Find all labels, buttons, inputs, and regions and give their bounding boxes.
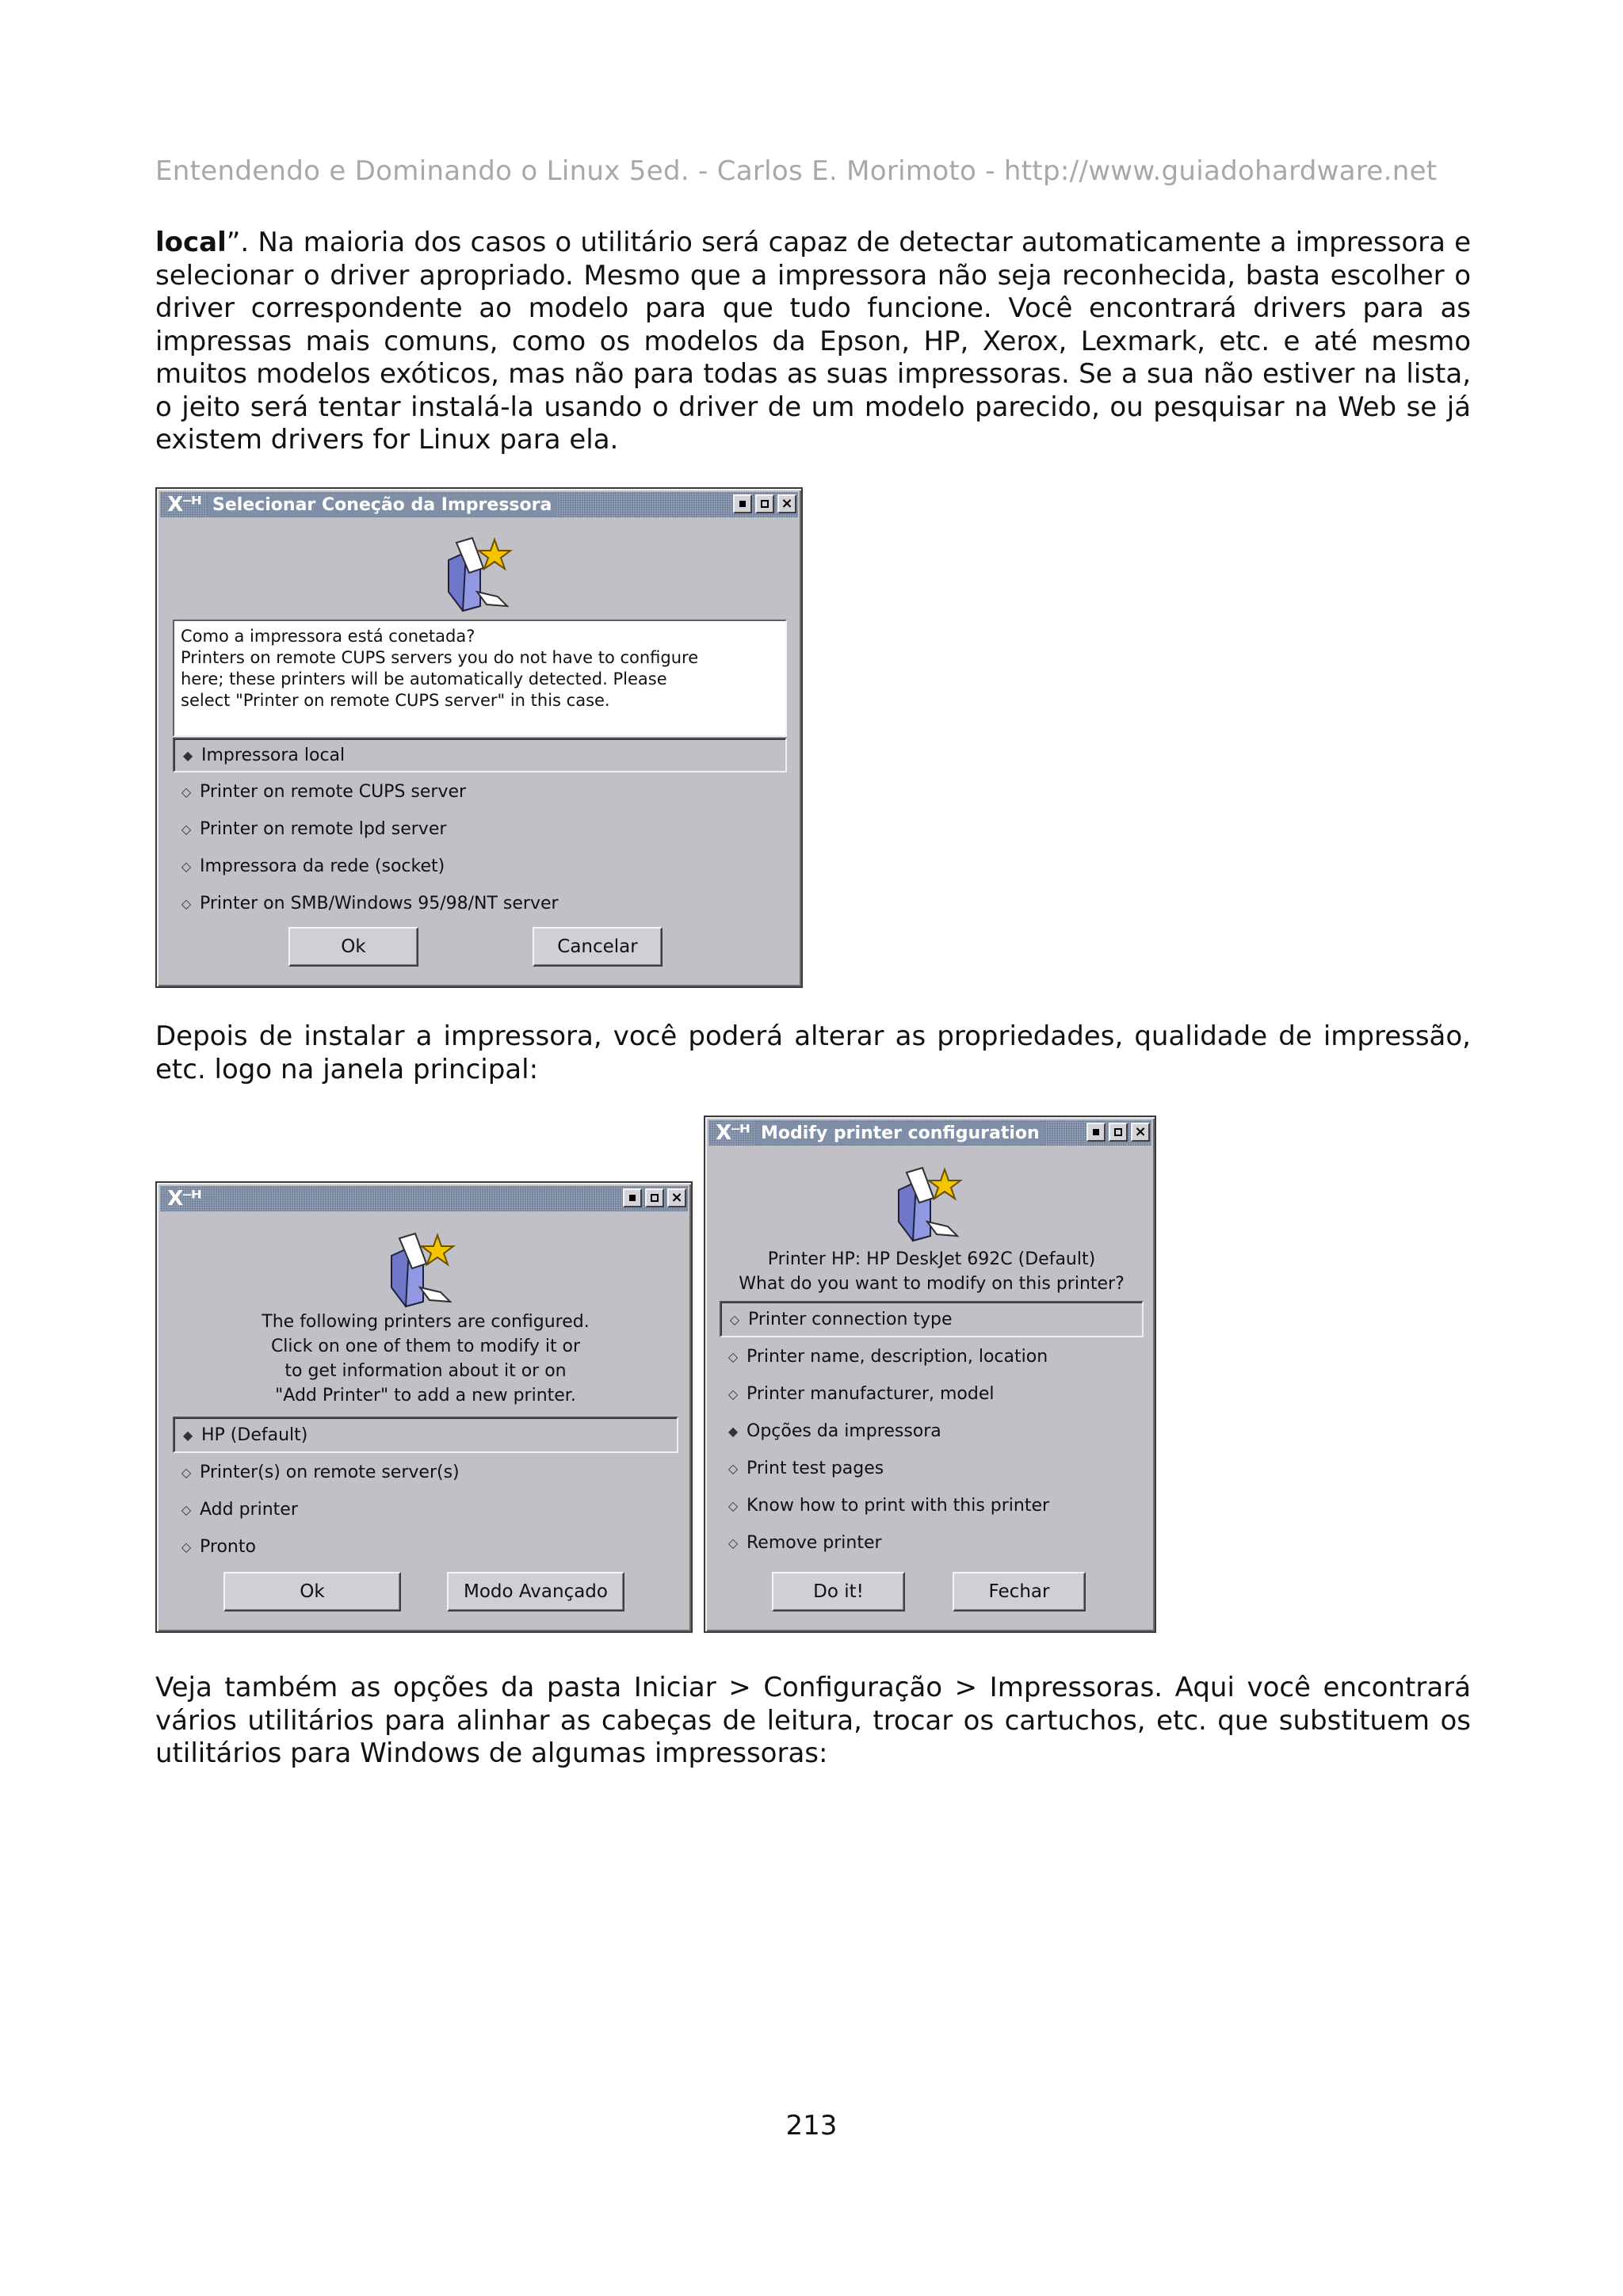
option-remote-lpd[interactable] — [173, 813, 787, 845]
option-label: Know how to print with this printer — [747, 1495, 1050, 1516]
title-bar — [160, 1186, 688, 1211]
window-title: Modify printer configuration — [756, 1122, 1044, 1145]
option-impressora-local[interactable] — [173, 738, 787, 772]
message-line: Como a impressora está conetada? — [181, 627, 475, 646]
radio-icon: ◇ — [181, 821, 192, 837]
radio-selected-icon: ◆ — [182, 1427, 193, 1443]
ok-button[interactable]: Ok — [223, 1572, 401, 1611]
do-it-button[interactable]: Do it! — [772, 1572, 905, 1611]
title-bar — [708, 1120, 1151, 1146]
dialog-select-printer-connection — [155, 487, 803, 988]
minimize-button[interactable] — [733, 494, 752, 513]
dialog-printer-list — [155, 1181, 693, 1633]
close-dialog-button[interactable]: Fechar — [953, 1572, 1086, 1611]
option-pronto[interactable] — [173, 1531, 678, 1562]
option-label: Printer on remote lpd server — [200, 818, 447, 839]
radio-icon: ◇ — [727, 1535, 739, 1550]
window-title — [208, 1197, 217, 1200]
title-bar — [160, 492, 798, 517]
radio-icon: ◇ — [727, 1386, 739, 1402]
radio-icon: ◇ — [727, 1497, 739, 1513]
radio-icon: ◇ — [181, 895, 192, 911]
option-connection-type[interactable] — [720, 1301, 1144, 1337]
radio-icon: ◇ — [181, 1464, 192, 1480]
message-line: to get information about it or on — [285, 1361, 567, 1381]
option-label: Add printer — [200, 1499, 298, 1520]
radio-icon: ◇ — [181, 1501, 192, 1517]
message-line: select "Printer on remote CUPS server" in this case. — [181, 691, 610, 710]
x-window-logo-icon[interactable]: X⁻ᴴ — [716, 1121, 749, 1145]
message-line: Printer HP: HP DeskJet 692C (Default) — [767, 1249, 1096, 1269]
option-label: Impressora da rede (socket) — [200, 856, 445, 876]
message-line: here; these printers will be automatically detected. Please — [181, 669, 667, 688]
option-label: Opções da impressora — [747, 1421, 941, 1441]
page-number: 213 — [785, 2110, 838, 2142]
option-hp-default[interactable] — [173, 1417, 678, 1453]
minimize-button[interactable] — [1086, 1123, 1106, 1142]
paragraph-2: Depois de instalar a impressora, você poderá alterar as propriedades, qualidade de impressão, etc. logo na janela principal: — [155, 1020, 1471, 1085]
radio-selected-icon: ◆ — [182, 747, 193, 763]
maximize-button[interactable] — [645, 1188, 664, 1207]
minimize-button[interactable] — [623, 1188, 642, 1207]
option-manufacturer-model[interactable] — [720, 1378, 1144, 1409]
option-label: Printer manufacturer, model — [747, 1383, 995, 1404]
connection-message — [173, 620, 787, 737]
option-printer-options[interactable] — [720, 1415, 1144, 1447]
advanced-mode-button[interactable]: Modo Avançado — [447, 1572, 624, 1611]
message-line: What do you want to modify on this printer? — [739, 1274, 1125, 1294]
option-label: Printer connection type — [748, 1309, 953, 1329]
radio-icon: ◇ — [727, 1460, 739, 1476]
printer-star-icon — [385, 1232, 456, 1311]
page-header: Entendendo e Dominando o Linux 5ed. - Carlos E. Morimoto - http://www.guiadohardware.net — [155, 155, 1438, 187]
close-button[interactable]: × — [667, 1188, 686, 1207]
option-label: Print test pages — [747, 1458, 884, 1478]
close-button[interactable]: × — [1131, 1123, 1150, 1142]
option-remote-cups[interactable] — [173, 776, 787, 807]
printers-message — [157, 1310, 694, 1408]
modify-message — [705, 1247, 1158, 1296]
radio-selected-icon: ◆ — [727, 1423, 739, 1439]
option-label: Printer name, description, location — [747, 1346, 1048, 1367]
paragraph-1-bold: local — [155, 227, 227, 258]
radio-icon: ◇ — [729, 1311, 740, 1327]
message-line: Click on one of them to modify it or — [270, 1337, 581, 1356]
maximize-button[interactable] — [755, 494, 774, 513]
radio-icon: ◇ — [181, 858, 192, 874]
paragraph-1 — [155, 227, 1471, 457]
option-label: Pronto — [200, 1536, 256, 1557]
option-smb-windows[interactable] — [173, 887, 787, 919]
option-print-test-pages[interactable] — [720, 1452, 1144, 1484]
cancel-button[interactable]: Cancelar — [533, 927, 663, 967]
paragraph-1-text: ”. Na maioria dos casos o utilitário será capaz de detectar automaticamente a impressora e selecionar o driver apropriado. Mesmo que a impressora não seja reconhecida, basta escolher o driver correspondente ao modelo para que tudo funcione. Você encontrará drivers para as impressas mais comuns, como os modelos da Epson, HP, Xerox, Lexmark, etc. e até mesmo muitos modelos exóticos, mas não para todas as suas impressoras. Se a sua não estiver na lista, o jeito será tentar instalá-la usando o driver de um modelo parecido, ou pesquisar na Web se já existem drivers for Linux para ela. — [155, 227, 1471, 456]
option-network-socket[interactable] — [173, 850, 787, 882]
message-line: The following printers are configured. — [262, 1312, 590, 1332]
option-label: Printer on remote CUPS server — [200, 781, 467, 802]
option-remove-printer[interactable] — [720, 1527, 1144, 1558]
close-button[interactable]: × — [777, 494, 796, 513]
x-window-logo-icon[interactable]: X⁻ᴴ — [167, 1187, 200, 1211]
ok-button[interactable]: Ok — [288, 927, 418, 967]
message-line: Printers on remote CUPS servers you do not have to configure — [181, 648, 699, 667]
printer-star-icon — [442, 536, 514, 616]
paragraph-3: Veja também as opções da pasta Iniciar > Configuração > Impressoras. Aqui você encontrará vários utilitários para alinhar as cabeças de leitura, trocar os cartuchos, etc. que substituem os utilitários para Windows de algumas impressoras: — [155, 1672, 1471, 1769]
option-know-how-to-print[interactable] — [720, 1489, 1144, 1521]
option-label: Printer(s) on remote server(s) — [200, 1462, 460, 1482]
dialog-modify-printer-configuration — [704, 1116, 1156, 1633]
option-label: Impressora local — [201, 745, 346, 765]
printer-star-icon — [892, 1166, 964, 1245]
option-remote-servers[interactable] — [173, 1456, 678, 1488]
radio-icon: ◇ — [181, 1539, 192, 1554]
radio-icon: ◇ — [181, 784, 192, 799]
option-label: Printer on SMB/Windows 95/98/NT server — [200, 893, 559, 913]
option-name-description[interactable] — [720, 1341, 1144, 1372]
x-window-logo-icon[interactable]: X⁻ᴴ — [167, 493, 200, 517]
maximize-button[interactable] — [1109, 1123, 1128, 1142]
option-label: Remove printer — [747, 1532, 882, 1553]
option-add-printer[interactable] — [173, 1493, 678, 1525]
option-label: HP (Default) — [201, 1425, 308, 1445]
radio-icon: ◇ — [727, 1348, 739, 1364]
window-title: Selecionar Coneção da Impressora — [208, 494, 556, 517]
message-line: "Add Printer" to add a new printer. — [275, 1386, 576, 1405]
